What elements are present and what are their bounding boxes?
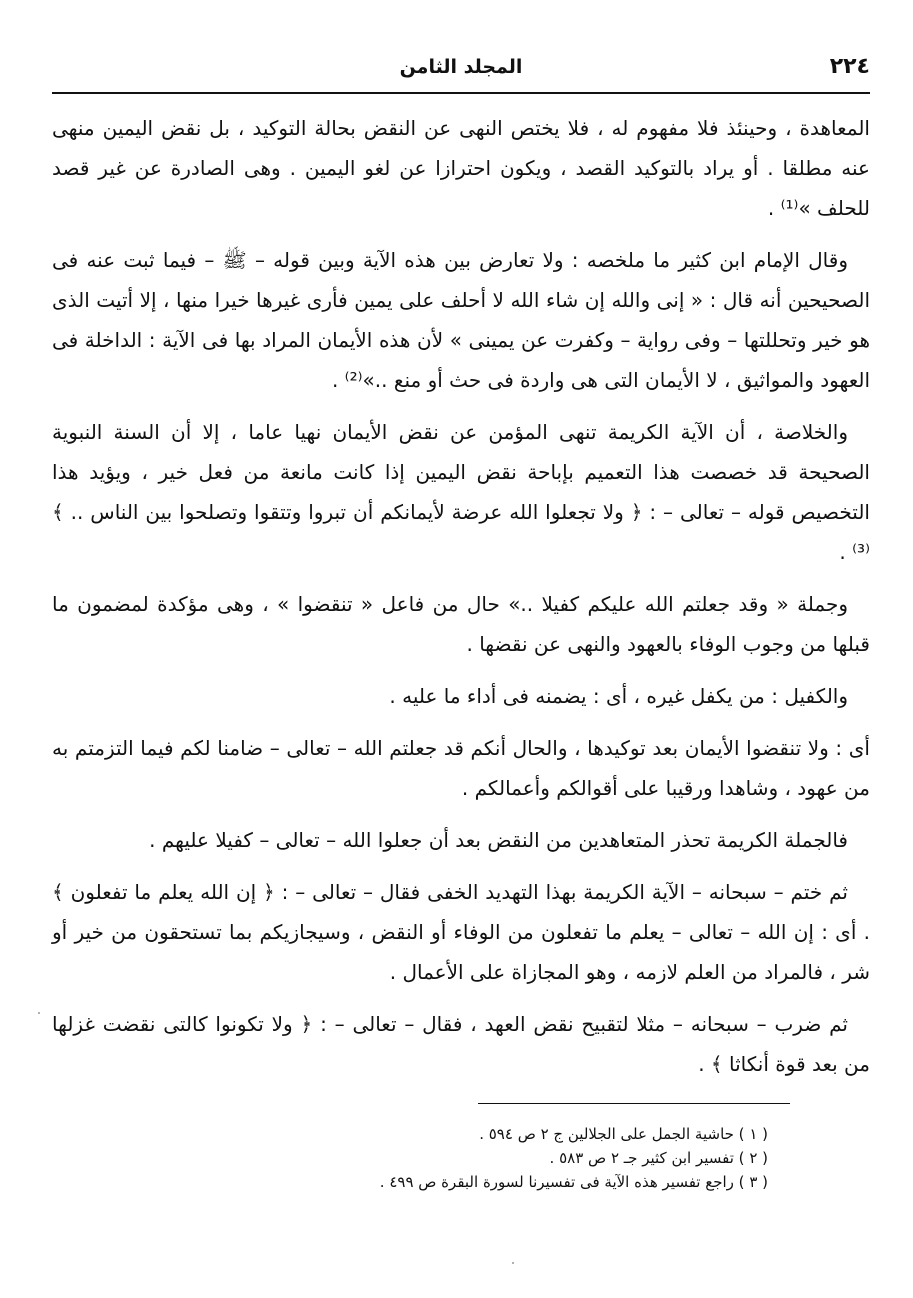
paragraph-kafil-clause: وجملة « وقد جعلتم الله عليكم كفيلا ..» حال من فاعل « تنقضوا » ، وهى مؤكدة لمضمون ما قبلها من وجوب الوفاء بالعهود والنهى عن نقضها .	[52, 592, 870, 656]
paragraph-ibn-kathir: وقال الإمام ابن كثير ما ملخصه : ولا تعارض بين هذه الآية وبين قوله – ﷺ – فيما ثبت عنه فى الصحيحين أنه قال : « إنى والله إن شاء الله لا أحلف على يمين فأرى غيرها خيرا منها ، إلا أتيت الذى هو خير وتحللتها – وفى رواية – وكفرت عن يمينى » لأن هذه الأيمان المراد بها فى الآية : الداخلة فى العهود والمواثيق ، لا الأيمان التى هى واردة فى حث أو منع ..»⁽²⁾ .	[52, 248, 870, 392]
scan-speck	[512, 1262, 514, 1264]
running-title: المجلد الثامن	[399, 56, 523, 78]
footnote-3: ( ٣ ) راجع تفسير هذه الآية فى تفسيرنا لسورة البقرة ص ٤٩٩ .	[379, 1173, 768, 1191]
body-text	[52, 108, 870, 1096]
paragraph-parable: ثم ضرب – سبحانه – مثلا لتقبيح نقض العهد ، فقال – تعالى – : ﴿ ولا تكونوا كالتى نقضت غزلها من بعد قوة أنكاثا ﴾ .	[52, 1012, 870, 1076]
paragraph-kafil-definition: والكفيل : من يكفل غيره ، أى : يضمنه فى أداء ما عليه .	[389, 684, 848, 708]
scan-speck	[38, 1012, 40, 1014]
header-rule	[52, 92, 870, 94]
paragraph-continuation: المعاهدة ، وحينئذ فلا مفهوم له ، فلا يختص النهى عن النقض بحالة التوكيد ، بل نقض اليمين منهى عنه مطلقا . أو يراد بالتوكيد القصد ، ويكون احترازا عن لغو اليمين . وهى الصادرة عن غير قصد للحلف »⁽¹⁾ .	[52, 116, 870, 220]
page-header	[52, 48, 870, 92]
paragraph-summary: والخلاصة ، أن الآية الكريمة تنهى المؤمن عن نقض الأيمان نهيا عاما ، إلا أن السنة النبوية الصحيحة قد خصصت هذا التعميم بإباحة نقض اليمين إذا كانت مانعة من فعل خير ، ويؤيد هذا التخصيص قوله – تعالى – : ﴿ ولا تجعلوا الله عرضة لأيمانكم أن تبروا وتتقوا وتصلحوا بين الناس .. ﴾⁽³⁾ .	[52, 420, 870, 564]
paragraph-warning: فالجملة الكريمة تحذر المتعاهدين من النقض بعد أن جعلوا الله – تعالى – كفيلا عليهم .	[149, 828, 848, 852]
footnote-rule	[478, 1103, 790, 1104]
footnote-1: ( ١ ) حاشية الجمل على الجلالين ج ٢ ص ٥٩٤ .	[479, 1125, 768, 1143]
footnotes	[240, 1122, 768, 1194]
paragraph-meaning: أى : ولا تنقضوا الأيمان بعد توكيدها ، والحال أنكم قد جعلتم الله – تعالى – ضامنا لكم فيما التزمتم به من عهود ، وشاهدا ورقيبا على أقوالكم وأعمالكم .	[52, 736, 870, 800]
footnote-2: ( ٢ ) تفسير ابن كثير جـ ٢ ص ٥٨٣ .	[549, 1149, 768, 1167]
paragraph-conclusion: ثم ختم – سبحانه – الآية الكريمة بهذا التهديد الخفى فقال – تعالى – : ﴿ إن الله يعلم ما تفعلون ﴾ . أى : إن الله – تعالى – يعلم ما تفعلون من الوفاء أو النقض ، وسيجازيكم بما تستحقون من خير أو شر ، فالمراد من العلم لازمه ، وهو المجازاة على الأعمال .	[52, 880, 870, 984]
page-number: ٢٢٤	[829, 54, 870, 79]
